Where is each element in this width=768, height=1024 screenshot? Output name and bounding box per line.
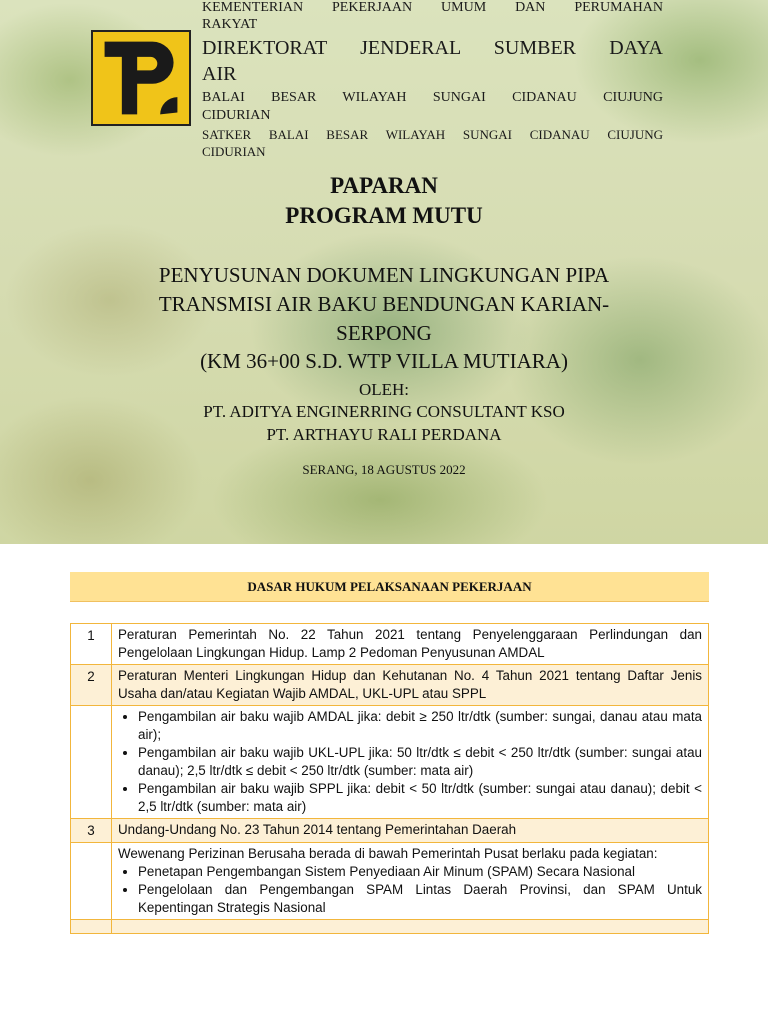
legal-basis-header: DASAR HUKUM PELAKSANAAN PEKERJAAN <box>70 572 709 602</box>
row-text: Peraturan Pemerintah No. 22 Tahun 2021 tentang Penyelenggaraan Perlindungan dan Pengelolaan Lingkungan Hidup. Lamp 2 Pedoman Penyusunan AMDAL <box>112 624 709 665</box>
table-row <box>71 665 709 706</box>
row-number <box>71 920 112 934</box>
company-1: PT. ADITYA ENGINERRING CONSULTANT KSO <box>203 402 565 421</box>
balai-name-cont: CIDURIAN <box>202 108 271 123</box>
satker-name-cont: CIDURIAN <box>202 144 266 159</box>
row-bullets <box>112 843 709 920</box>
row-bullets <box>112 706 709 819</box>
list-item: • Pengambilan air baku wajib AMDAL jika: debit ≥ 250 ltr/dtk (sumber: sungai, danau atau mata air); <box>138 708 702 744</box>
project-segment: (KM 36+00 S.D. WTP VILLA MUTIARA) <box>200 349 568 373</box>
slide-heading-1: PAPARAN <box>330 173 438 198</box>
list-item: • Penetapan Pengembangan Sistem Penyediaan Air Minum (SPAM) Secara Nasional <box>138 863 702 881</box>
directorate-name: DIREKTORAT JENDERAL SUMBER DAYA <box>202 37 663 59</box>
table-row <box>71 843 709 920</box>
company-2: PT. ARTHAYU RALI PERDANA <box>266 425 502 444</box>
list-item: • Pengambilan air baku wajib UKL-UPL jika: 50 ltr/dtk ≤ debit < 250 ltr/dtk (sumber: sungai atau danau); 2,5 ltr/dtk ≤ debit < 250 ltr/dtk (sumber: mata air) <box>138 744 702 780</box>
project-title: PENYUSUNAN DOKUMEN LINGKUNGAN PIPA TRANSMISI AIR BAKU BENDUNGAN KARIAN-SERPONG <box>158 263 610 345</box>
row-text <box>112 920 709 934</box>
by-label: OLEH: <box>358 380 410 399</box>
table-row <box>71 819 709 843</box>
slide-heading-2: PROGRAM MUTU <box>285 203 483 228</box>
legal-basis-table <box>70 623 709 934</box>
list-item: • Pengelolaan dan Pengembangan SPAM Lintas Daerah Provinsi, dan SPAM Untuk Kepentingan Strategis Nasional <box>138 881 702 917</box>
satker-name: SATKER BALAI BESAR WILAYAH SUNGAI CIDANAU CIUJUNG <box>202 127 663 142</box>
table-row <box>71 706 709 819</box>
place-date: SERANG, 18 AGUSTUS 2022 <box>302 462 466 477</box>
logo-glyph <box>93 32 189 124</box>
list-item: • Pengambilan air baku wajib SPPL jika: debit < 50 ltr/dtk (sumber: sungai atau danau); debit < 2,5 ltr/dtk (sumber: mata air) <box>138 780 702 816</box>
ministry-name: KEMENTERIAN PEKERJAAN UMUM DAN PERUMAHAN <box>202 0 663 15</box>
row-number: 1 <box>71 624 112 665</box>
directorate-name-cont: AIR <box>202 63 237 85</box>
pu-ministry-logo-icon <box>91 30 191 126</box>
bullet-list <box>118 863 702 917</box>
ministry-name-cont: RAKYAT <box>202 17 258 32</box>
balai-name: BALAI BESAR WILAYAH SUNGAI CIDANAU CIUJUNG <box>202 90 663 105</box>
row-text: Peraturan Menteri Lingkungan Hidup dan Kehutanan No. 4 Tahun 2021 tentang Daftar Jenis Usaha dan/atau Kegiatan Wajib AMDAL, UKL-UPL atau SPPL <box>112 665 709 706</box>
row-number: 3 <box>71 819 112 843</box>
table-row <box>71 624 709 665</box>
row-number: 2 <box>71 665 112 706</box>
row-intro: Wewenang Perizinan Berusaha berada di bawah Pemerintah Pusat berlaku pada kegiatan: <box>118 846 658 861</box>
bullet-list <box>118 708 702 816</box>
table-row <box>71 920 709 934</box>
row-number <box>71 706 112 819</box>
row-text: Undang-Undang No. 23 Tahun 2014 tentang Pemerintahan Daerah <box>112 819 709 843</box>
row-number <box>71 843 112 920</box>
